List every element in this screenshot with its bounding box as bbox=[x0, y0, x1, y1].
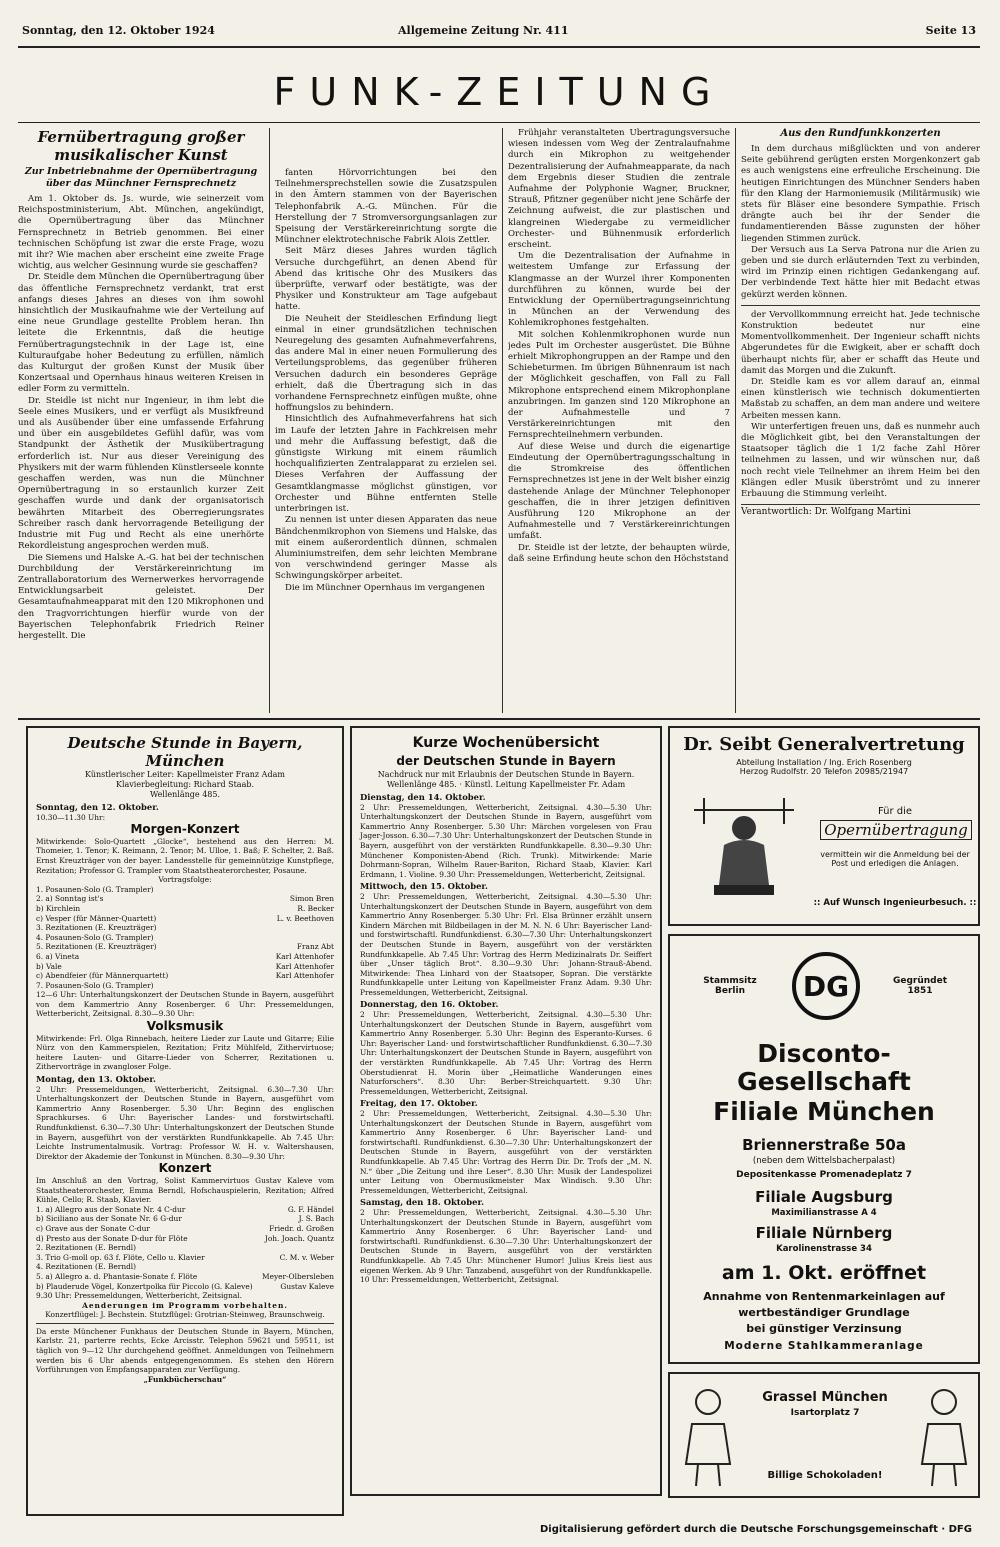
ad-disconto bbox=[668, 934, 980, 1364]
article-paragraph: Dr. Steidle kam es vor allem darauf an, einmal einen künstlerisch wie technisch dokumentierten Maßstab zu schaffen, an dem man andere und weitere Arbeiten messen kann. bbox=[741, 377, 980, 421]
program-item-title: d) Presto aus der Sonate D-dur für Flöte bbox=[36, 1233, 188, 1243]
article-paragraph: Auf diese Weise und durch die eigenartige Eindeutung der Opernübertragungsschaltung in die Stromkreise des öffentlichen Fernsprechnetzes ist jene in der Welt bisher einzig dastehende Anlage der Münchner Telephonoper geschaffen, die in ihrer jetzigen definitiven Ausführung 120 Mikrophone an der Aufnahmestelle und 7 Verstärkereinrichtungen umfaßt. bbox=[508, 441, 730, 542]
ad-seibt-fuer: Für die bbox=[877, 806, 913, 817]
newspaper-page bbox=[18, 22, 980, 1517]
program-item bbox=[36, 1262, 334, 1272]
program-item bbox=[36, 971, 334, 981]
weekly-title: Kurze Wochenübersicht bbox=[412, 735, 600, 751]
section-divider bbox=[741, 305, 980, 306]
program-item-title: 1. Posaunen-Solo (G. Trampler) bbox=[36, 884, 154, 894]
program-item-composer: G. F. Händel bbox=[287, 1204, 334, 1214]
dg-logo-text: DG bbox=[802, 970, 850, 1003]
program-text: „Funkbücherschau“ bbox=[143, 1374, 227, 1384]
program-item-title: 5. a) Allegro a. d. Phantasie-Sonate f. Flöte bbox=[36, 1271, 198, 1281]
program-item-composer: Friedr. d. Großen bbox=[269, 1223, 334, 1233]
column-divider bbox=[269, 128, 270, 713]
program-item-composer: J. S. Bach bbox=[298, 1214, 334, 1224]
weekly-days bbox=[352, 793, 660, 1285]
program-item bbox=[36, 942, 334, 952]
weekly-day-text: 2 Uhr: Pressemeldungen, Wetterbericht, Zeitsignal. 4.30—5.30 Uhr: Unterhaltungskonzert der Deutschen Stunde in Bayern, ausgeführt vom Kammertrio Anny Rosenberger. 5.30 Uhr: Märchen vorgelesen von Frau Jager-Josson. 6.30—7.30 Uhr: Unterhaltungskonzert der Deutschen Stunde in Bayern, ausgeführt von der verstärkten Rundfunkkapelle. 8.30—9.30 Uhr: Münchener Komponisten-Abend (Rich. Trunk). Mitwirkende: Marie Dohrmann-Sopran, Wilhelm Rauer-Bariton, Richard Staab, Klavier. Karl Erdmann, 1. Violine. 9.30 Uhr: Pressemeldungen, Wetterbericht, Zeitsignal. bbox=[360, 802, 652, 879]
ad-grassel-slogan: Billige Schokoladen! bbox=[767, 1470, 883, 1481]
page-header bbox=[18, 22, 980, 40]
ad-disconto-augsburg: Filiale Augsburg bbox=[755, 1188, 893, 1206]
program-item-composer: Karl Attenhofer bbox=[275, 971, 334, 981]
program-item bbox=[36, 1234, 334, 1244]
program-day: Montag, den 13. Oktober. bbox=[36, 1074, 156, 1085]
program-leader: Künstlerischer Leiter: Kapellmeister Franz Adam bbox=[85, 770, 285, 779]
article-paragraph: Dr. Steidle ist der letzte, der behaupten würde, daß seine Erfindung heute schon den Höchststand bbox=[508, 542, 730, 564]
weekly-day-text: 2 Uhr: Pressemeldungen, Wetterbericht, Zeitsignal. 4.30—5.30 Uhr: Unterhaltungskonzert der Deutschen Stunde in Bayern, ausgeführt vom Kammertrio Anny Rosenberger. 6 Uhr: Bayerischer Land- und forstwirtschaftl. Rundfunkdienst. 6.30—7.30 Uhr: Unterhaltungskonzert der Deutschen Stunde in Bayern, ausgeführt von der verstärkten Rundfunkkapelle. Ab 7.45 Uhr: Münchener Humor! Julius Kreis liest aus eigenen Werken. Ab 9 Uhr: Tanzabend, ausgeführt von der Rundfunkkapelle. 10 Uhr: Pressemeldungen, Wetterbericht, Zeitsignal. bbox=[360, 1207, 652, 1285]
program-item-title: b) Plauderude Vögel, Konzertpolka für Piccolo (G. Kaleve) bbox=[36, 1281, 253, 1291]
program-text: Im Anschluß an den Vortrag, Solist Kammervirtuos Gustav Kaleve vom Staatstheaterorchester, Emma Berndl, Hofschauspielerin, Rezitation; Alfred Kühle, Cello; R. Staab, Klavier. bbox=[36, 1175, 334, 1205]
ad-disconto-founded: Gegründet 1851 bbox=[892, 976, 948, 996]
program-item-title: 2. a) Sonntag ist's bbox=[36, 894, 104, 904]
program-text: Mitwirkende: Solo-Quartett „Glocke“, bestehend aus den Herren: M. Thomeier, 1. Tenor; K. Reimann, 2. Tenor; M. Ulloe, 1. Baß; F. Schelter, 2. Baß. Ernst Kreuzträger von der bayer. Landesstelle für gemeinnützige Kunstpflege, Rezitation; Professor G. Trampler vom Staatstheaterorchester, Posaune. bbox=[36, 836, 334, 875]
ad-seibt-text: vermittein wir die Anmeldung bei der Post und erledigen die Anlagen. bbox=[820, 850, 970, 868]
program-item-composer: Simon Bren bbox=[289, 894, 334, 904]
program-item-title: 5. Rezitationen (E. Kreuzträger) bbox=[36, 942, 157, 952]
ad-seibt-line1: Abteilung Installation / Ing. Erich Rosenberg bbox=[736, 758, 912, 767]
weekly-day-text: 2 Uhr: Pressemeldungen, Wetterbericht, Zeitsignal. 4.30—5.30 Uhr: Unterhaltungskonzert der Deutschen Stunde in Bayern, ausgeführt von dem Kammertrio Anny Rosenberger. 5.30 Uhr: Frl. Elsa Brünner erzählt unsern Kindern Märchen mit Bildbeilagen in der M. N. N. 6 Uhr: Bayerischer Land- und forstwirtschaftl. Rundfunkdienst. 6.30—7.30 Uhr: Unterhaltungskonzert der Deutschen Stunde in Bayern, ausgeführt von der verstärkten Rundfunkkapelle. Ab 7.45 Uhr: Vortrag des Herrn Medizinalrats Dr. Seiffert über „Unser täglich Brot“. 8.30—9.30 Uhr: Johann-Strauß-Abend. Mitwirkende: Thea Linhard von der Staatsoper, Sopran. Die verstärkte Rundfunkkapelle unter Leitung von Kapellmeister Franz Adam. 9.30 Uhr: Pressemeldungen, Wetterbericht, Zeitsignal. bbox=[360, 891, 652, 997]
ad-seibt bbox=[668, 726, 980, 926]
program-item-composer: L. v. Beethoven bbox=[276, 913, 334, 923]
article-col-4 bbox=[741, 128, 980, 708]
ad-disconto-text3: bei günstiger Verzinsung bbox=[746, 1322, 902, 1335]
article-paragraph: Seit März dieses Jahres wurden täglich Versuche durchgeführt, an denen Abend für Abend das kritische Ohr des Musikers das überprüfte, verwarf oder bestätigte, was der Physiker und Konstrukteur am Tage aufgebaut hatte. bbox=[275, 246, 497, 313]
program-item-title: c) Grave aus der Sonate C-dur bbox=[36, 1223, 150, 1233]
article-paragraph: Am 1. Oktober ds. Js. wurde, wie seinerzeit vom Reichspostministerium, Abt. München, angekündigt, die Opernübertragung über das Münchner Fernsprechnetz in Betrieb genommen. Bei einer technischen Schöpfung ist zwar die erste Frage, wozu mit ihr? Wie machen aber erscheint eine zweite Frage wichtig, aus welcher Gesinnung wurde sie geschaffen? bbox=[18, 194, 264, 272]
weekly-day-text: 2 Uhr: Pressemeldungen, Wetterbericht, Zeitsignal. 4.30—5.30 Uhr: Unterhaltungskonzert der Deutschen Stunde in Bayern, ausgeführt vom Kammertrio Anny Rosenberger. 6 Uhr: Bayerischer Land- und forstwirtschaftl. Rundfunkdienst. 6.30—7.30 Uhr: Unterhaltungskonzert der Deutschen Stunde in Bayern, ausgeführt von der verstärkten Rundfunkkapelle. Ab 7.45 Uhr: Vortrag des Herrn Dir. Dr. Trofs der „M. N. N.“ über „Die Zeitung und ihre Leser“. 8.30 Uhr: Musik der Landespolizei unter Leitung von Obermusikmeister Max Windisch. 9.30 Uhr: Pressemeldungen, Wetterbericht, Zeitsignal. bbox=[360, 1109, 652, 1195]
ad-seibt-oper: Opernübertragung bbox=[820, 820, 972, 840]
article-paragraph: Die Siemens und Halske A.-G. hat bei der technischen Durchbildung der Verstärkereinrichtung im Zentrallaboratorium des Wernerwerkes hervorragende Entwicklungsarbeit geleistet. Der Gesamtaufnahmeapparat mit den 120 Mikrophonen und den Tragvorrichtungen hierfür wurde von der Bayerischen Telephonfabrik Friedrich Reiner hergestellt. Die bbox=[18, 552, 264, 641]
program-item bbox=[36, 894, 334, 904]
ad-disconto-address: Briennerstraße 50a bbox=[742, 1136, 906, 1154]
article-paragraph: Dr. Steidle ist nicht nur Ingenieur, in ihm lebt die Seele eines Musikers, und er verfügt als Musikfreund und als Ausübender über eine umfassende Erfahrung und über ein ausgebildetes Gefühl dafür, was vom Standpunkt der Ästhetik der Musikübertragung erforderlich ist. Nur aus dieser Vereinigung des Physikers mit der warm fühlenden Künstlerseele konnte geschaffen werden, was nun die Münchner Opernübertragung in so erstaunlich kurzer Zeit geschaffen wurde und dank der organisatorisch bewährten Mitarbeit des Oberregierungsrates Schreiber rasch dank hervorragende Beteiligung der Industrie mit Fug und Recht als eine unerhörte Rekordleistung angesprochen werden muß. bbox=[18, 395, 264, 552]
box-divider bbox=[36, 1323, 334, 1324]
program-item bbox=[36, 1253, 334, 1263]
program-item-composer: Gustav Kaleve bbox=[280, 1281, 334, 1291]
program-list bbox=[36, 885, 334, 991]
program-item-title: b) Kirchlein bbox=[36, 903, 81, 913]
header-newspaper: Allgemeine Zeitung Nr. 411 bbox=[398, 24, 569, 37]
program-item bbox=[36, 1214, 334, 1224]
program-item bbox=[36, 962, 334, 972]
program-wavelength: Wellenlänge 485. bbox=[150, 790, 220, 799]
article-paragraph: der Vervollkommnung erreicht hat. Jede technische Konstruktion bedeutet nur eine Momentvollkommenheit. Der Ingenieur schafft nichts Abgerundetes für die Ewigkeit, aber er schafft doch überhaupt nichts für, aber er schafft das Heute und damit das Morgen und die Zukunft. bbox=[741, 309, 980, 376]
program-item-title: c) Vesper (für Männer-Quartett) bbox=[36, 913, 157, 923]
header-page-number: Seite 13 bbox=[925, 24, 976, 37]
program-text: Konzertflügel: J. Bechstein. Stutzflügel: Grotrian-Steinweg, Braunschweig. bbox=[45, 1310, 325, 1320]
ad-disconto-text1: Annahme von Rentenmarkeinlagen auf bbox=[703, 1290, 945, 1303]
masthead-title: FUNK-ZEITUNG bbox=[273, 70, 725, 114]
ad-grassel-address: Isartorplatz 7 bbox=[790, 1408, 860, 1418]
program-item-title: c) Abendfeier (für Männerquartett) bbox=[36, 971, 169, 981]
weekly-day-text: 2 Uhr: Pressemeldungen, Wetterbericht, Zeitsignal. 4.30—5.30 Uhr: Unterhaltungskonzert der Deutschen Stunde in Bayern, ausgeführt vom Kammertrio Anny Rosenberger. 5.30 Uhr: Beginn des Esperanto-Kurses. 6 Uhr: Bayerischer Land- und forstwirtschaftlicher Rundfunkdienst. 6.30—7.30 Uhr: Unterhaltungskonzert der Deutschen Stunde in Bayern, ausgeführt von der verstärkten Rundfunkkapelle. Ab 7.45 Uhr: Vortrag des Herrn Oberstudienrat H. Morin über „Heimatliche Wanderungen eines Naturforschers“. 8.30 Uhr: Berber-Streichquartett. 9.30 Uhr: Pressemeldungen, Wetterbericht, Zeitsignal. bbox=[360, 1010, 652, 1096]
ad-disconto-name2: Gesellschaft bbox=[737, 1067, 911, 1096]
program-time: 10.30—11.30 Uhr: bbox=[36, 812, 106, 822]
program-section: Volksmusik bbox=[146, 1019, 224, 1034]
article-paragraph: Die im Münchner Opernhaus im vergangenen bbox=[285, 582, 485, 593]
ad-seibt-line2: Herzog Rudolfstr. 20 Telefon 20985/21947 bbox=[739, 767, 909, 776]
article-paragraph: In dem durchaus mißglückten und von anderer Seite gebührend gerügten ersten Morgenkonzert gab es auch wenigstens eine erfreuliche Erscheinung. Die heutigen Einrichtungen des Münchner Senders haben für den Klang der Harmoniemusik (Militärmusik) wie stets für Bläser eine besondere Sympathie. Frisch drängte auch bei ihr der Sender die fundamentierenden Bässe zugunsten der höher liegenden Stimmen zurück. bbox=[741, 144, 980, 244]
program-text: Mitwirkende: Frl. Olga Rinnebach, heitere Lieder zur Laute und Gitarre; Eilie Nürz von den Kammerspielen, Rezitation; Fritz Mühlfeld, Zithervirtuose; heitere Lauten- und Gitarre-Lieder von Scherrer, Rezitationen u. Zithervorträge in zwangloser Folge. bbox=[36, 1033, 334, 1072]
article-paragraph: Um die Dezentralisation der Aufnahme in weitestem Umfange zur Erfassung der Klangmasse an der Wurzel ihrer Komponenten durchführen zu können, wurde bei der Entwicklung der Opernübertragungseinrichtung in München an der Verwendung des Kohlemikrophones festgehalten. bbox=[508, 251, 730, 329]
program-item bbox=[36, 914, 334, 924]
program-item bbox=[36, 933, 334, 943]
program-item-composer: R. Becker bbox=[297, 903, 334, 913]
program-item bbox=[36, 981, 334, 991]
signature: Verantwortlich: Dr. Wolfgang Martini bbox=[741, 504, 980, 518]
program-item-title: 4. Posaunen-Solo (G. Trampler) bbox=[36, 932, 154, 942]
article-paragraph: Zu nennen ist unter diesen Apparaten das neue Bändchenmikrophon von Siemens und Halske, das mit einem außerordentlich dünnen, schmalen Aluminiumstreifen, dem sehr leichten Membrane von verschwindend geringer Masse als Schwingungskörper arbeitet. bbox=[275, 515, 497, 582]
article-paragraph: Frühjahr veranstalteten Übertragungsversuche wiesen indessen vom Weg der Zentralaufnahme durch ein Mikrophon zu weitgehender Dezentralisierung der Aufnahmeapparate, da nach dem Ergebnis dieser Studien die zentrale Aufnahme der Polyphonie Wagner, Bruckner, Strauß, Pfitzner gegenüber nicht jene Schärfe der Zeichnung aufweist, die zur plastischen und klangreinen Wiedergabe zu vermeidlicher Orchester- und Bühnenmusik erforderlich erscheint. bbox=[508, 128, 730, 251]
article-title: Fernübertragung großer musikalischer Kunst bbox=[37, 128, 245, 164]
ad-disconto-opening: am 1. Okt. eröffnet bbox=[721, 1262, 927, 1284]
program-item-title: 6. a) Vineta bbox=[36, 951, 80, 961]
article-paragraph: Der Versuch aus La Serva Patrona nur die Arien zu geben und sie durch erläuternden Text zu verbinden, wird im Prinzip einen richtigen Gedankengang auf. Der verbindende Text hätte hier mit Bedacht etwas gekürzt werden können. bbox=[741, 244, 980, 300]
program-item-composer: Karl Attenhofer bbox=[275, 961, 334, 971]
weekly-day-heading: Dienstag, den 14. Oktober. bbox=[360, 792, 486, 802]
program-item bbox=[36, 1272, 334, 1282]
girl-illustration-right bbox=[914, 1384, 974, 1490]
weekly-day-heading: Mittwoch, den 15. Oktober. bbox=[360, 881, 488, 892]
program-item-composer: Karl Attenhofer bbox=[275, 951, 334, 961]
program-item-title: 3. Trio G-moll op. 63 f. Flöte, Cello u. Klavier bbox=[36, 1252, 205, 1262]
article-paragraph: Die Neuheit der Steidleschen Erfindung liegt einmal in einer grundsätzlichen technischen Neuregelung des gesamten Aufnahmeverfahrens, das andere Mal in einer neuen Formulierung des Verteilungsproblems, das gegenüber früheren Versuchen dadurch ein besonderes Gepräge erhielt, daß die Übertragung sich in das vorhandene Fernsprechnetz einfügen mußte, ohne hoffnungslos zu behindern. bbox=[275, 313, 497, 414]
ad-grassel-name: Grassel München bbox=[762, 1390, 888, 1405]
ad-disconto-nuernberg: Filiale Nürnberg bbox=[755, 1224, 893, 1242]
weekly-note: Nachdruck nur mit Erlaubnis der Deutschen Stunde in Bayern. Wellenlänge 485. · Künstl. Leitung Kapellmeister Fr. Adam bbox=[377, 770, 635, 789]
article-col-2 bbox=[275, 168, 497, 713]
ad-disconto-address2: (neben dem Wittelsbacherpalast) bbox=[752, 1156, 896, 1166]
program-text: Da erste Münchener Funkhaus der Deutschen Stunde in Bayern, München, Karlstr. 21, parterre rechts, Ecke Arcisstr. Telephon 59621 und 59511, ist täglich von 9—12 Uhr durchgehend geöffnet. Anmeldungen von Teilnehmern werden bis 6 Uhr abends entgegengenommen. Es stehen den Hörern Vorführungen von Empfangsapparaten zur Verfügung. bbox=[36, 1326, 334, 1375]
article-paragraph: Wir unterfertigen freuen uns, daß es nunmehr auch die Möglichkeit gibt, bei den Veranstaltungen der Staatsoper täglich die 1 1/2 fache Zahl Hörer teilnehmen zu lassen, und wir wünschen nur, daß noch recht viele Teilnehmer an ihrem Heim bei den Klängen edler Musik überströmt und zu innerer Erbauung die Stimmung verleiht. bbox=[741, 421, 980, 500]
ad-disconto-name1: Disconto- bbox=[757, 1039, 891, 1068]
article-paragraph: Hinsichtlich des Aufnahmeverfahrens hat sich im Laufe der letzten Jahre in Fachkreisen mehr und mehr die Auffassung befestigt, daß die günstigste Wirkung mit einem räumlich hochqualifizierten Zentralapparat zu erzielen sei. Dieses Verfahren der Auffassung der Gesamtklangmasse möglichst günstigen, vor Orchester und Bühne entfernten Stelle unterbringen ist. bbox=[275, 414, 497, 515]
program-item bbox=[36, 1224, 334, 1234]
column-divider bbox=[502, 128, 503, 713]
radio-operator-illustration bbox=[684, 790, 804, 900]
digitization-footer: Digitalisierung gefördert durch die Deutsche Forschungsgemeinschaft · DFG bbox=[540, 1524, 972, 1535]
program-item bbox=[36, 1243, 334, 1253]
program-item bbox=[36, 904, 334, 914]
program-item-title: 2. Rezitationen (E. Berndl) bbox=[36, 1243, 137, 1253]
review-title: Aus den Rundfunkkonzerten bbox=[780, 128, 941, 139]
header-rule bbox=[18, 46, 980, 48]
program-item-title: b) Vale bbox=[36, 961, 62, 971]
program-section: Morgen-Konzert bbox=[130, 822, 240, 837]
program-item-title: b) Siciliano aus der Sonate Nr. 6 G-dur bbox=[36, 1214, 182, 1224]
program-list bbox=[36, 1205, 334, 1291]
dg-logo bbox=[790, 950, 862, 1022]
article-paragraph: Dr. Steidle dem München die Opernübertragung über das öffentliche Fernsprechnetz verdankt, trat erst anfangs dieses Jahres an dieses von ihm sowohl hinsichtlich der Musikaufnahme wie der Verteilung auf eine neue Grundlage gestellte Problem heran. Ihn leitete die Erkenntnis, daß die heutige Fernübertragungstechnik in der Lage ist, eine Kulturaufgabe hoher Bedeutung zu erfüllen, nämlich das Kulturgut der großen Kunst der Musik über Konzertsaal und Opernhaus hinaus weiteren Kreisen in edler Form zu vermitteln. bbox=[18, 272, 264, 395]
program-item-title: 3. Rezitationen (E. Kreuzträger) bbox=[36, 923, 157, 933]
ad-disconto-text4: Moderne Stahlkammeranlage bbox=[724, 1340, 924, 1352]
section-rule bbox=[18, 718, 980, 720]
weekly-day-heading: Donnerstag, den 16. Oktober. bbox=[360, 999, 499, 1010]
program-item bbox=[36, 952, 334, 962]
program-text: 12—6 Uhr: Unterhaltungskonzert der Deutschen Stunde in Bayern, ausgeführt von dem Kammertrio Anny Rosenberger. 6 Uhr: Pressemeldungen, Wetterbericht, Zeitsignal. 8.30—9.30 Uhr: bbox=[36, 990, 334, 1019]
program-text: 9.30 Uhr: Pressemeldungen, Wetterbericht, Zeitsignal. bbox=[36, 1291, 242, 1301]
weekly-subtitle: der Deutschen Stunde in Bayern bbox=[396, 754, 616, 768]
program-item-title: 7. Posaunen-Solo (G. Trampler) bbox=[36, 980, 154, 990]
program-item bbox=[36, 1205, 334, 1215]
program-item-composer: C. M. v. Weber bbox=[279, 1252, 334, 1262]
article-col-3 bbox=[508, 128, 730, 713]
header-date: Sonntag, den 12. Oktober 1924 bbox=[22, 24, 215, 37]
program-subheading: Vortragsfolge: bbox=[158, 875, 212, 885]
program-text: 2 Uhr: Pressemeldungen, Wetterbericht, Zeitsignal. 6.30—7.30 Uhr: Unterhaltungskonzert der Deutschen Stunde in Bayern, ausgeführt vom Kammertrio Anny Rosenberger. 5.30 Uhr: Beginn des englischen Sprachkurses. 6 Uhr: Bayerischer Landes- und forstwirtschaftl. Rundfunkdienst. 6.30—7.30 Uhr: Unterhaltungskonzert der Deutschen Stunde in Bayern, ausgeführt von der verstärkten Rundfunkkapelle. Ab 7.45 Uhr: Leichte Instrumentalmusik. Vortrag: Professor W. H. v. Waltershausen, Direktor der Akademie der Tonkunst in München. 8.30—9.30 Uhr: bbox=[36, 1084, 334, 1161]
program-box-left bbox=[26, 726, 344, 1516]
article-subtitle: Zur Inbetriebnahme der Opernübertragung über das Münchner Fernsprechnetz bbox=[24, 166, 258, 189]
program-box-middle bbox=[350, 726, 662, 1496]
ad-disconto-augsburg-addr: Maximilianstrasse A 4 bbox=[771, 1208, 877, 1218]
program-section: Konzert bbox=[158, 1161, 212, 1176]
weekly-day-heading: Samstag, den 18. Oktober. bbox=[360, 1197, 485, 1208]
article-paragraph: fanten Hörvorrichtungen bei den Teilnehmersprechstellen sowie die Zusatzspulen in den Ämtern stammen von der Bayerischen Telephonfabrik A.-G. München. Für die Herstellung der 7 Stromversorgungsanlagen zur Speisung der Verstärkereinrichtung sorgte die Münchner elektrotechnische Fabrik Alois Zettler. bbox=[275, 168, 497, 246]
program-item-composer: Joh. Joach. Quantz bbox=[264, 1233, 334, 1243]
program-item bbox=[36, 923, 334, 933]
program-item bbox=[36, 1282, 334, 1292]
ad-disconto-nuernberg-addr: Karolinenstrasse 34 bbox=[776, 1244, 872, 1254]
program-title: Deutsche Stunde in Bayern, München bbox=[67, 734, 303, 770]
program-item bbox=[36, 885, 334, 895]
program-item-composer: Meyer-Olbersleben bbox=[262, 1271, 334, 1281]
program-accompanist: Klavierbegleitung: Richard Staab. bbox=[115, 780, 255, 789]
column-divider bbox=[735, 128, 736, 713]
program-item-title: 4. Rezitationen (E. Berndl) bbox=[36, 1262, 137, 1272]
weekly-day-heading: Freitag, den 17. Oktober. bbox=[360, 1098, 478, 1109]
ad-seibt-visit: :: Auf Wunsch Ingenieurbesuch. :: bbox=[813, 898, 977, 908]
ad-grassel bbox=[668, 1372, 980, 1498]
ad-disconto-name3: Filiale München bbox=[713, 1097, 935, 1126]
article-col-1 bbox=[18, 128, 264, 713]
ad-disconto-kasse: Depositenkasse Promenadeplatz 7 bbox=[736, 1170, 912, 1180]
ad-disconto-stammsitz: Stammsitz Berlin bbox=[703, 976, 757, 996]
ad-seibt-title: Dr. Seibt Generalvertretung bbox=[683, 734, 965, 755]
girl-illustration-left bbox=[678, 1384, 738, 1490]
program-day: Sonntag, den 12. Oktober. bbox=[36, 802, 159, 812]
program-notice: Aenderungen im Programm vorbehalten. bbox=[82, 1300, 288, 1310]
program-item-composer: Franz Abt bbox=[296, 942, 334, 952]
article-paragraph: Mit solchen Kohlenmikrophonen wurde nun jedes Pult im Orchester ausgerüstet. Die Bühne erhielt Mikrophongruppen an der Rampe und den Schiebeturmen. Im übrigen Bühnenraum ist nach der Möglichkeit geschaffen, von Fall zu Fall Mikrophone entsprechend einem Mikrophonplane anzubringen. Im ganzen sind 120 Mikrophone an der Aufnahmestelle und 7 Verstärkereinrichtungen mit den Fernsprechteilnehmern verbunden. bbox=[508, 329, 730, 441]
ad-disconto-text2: wertbeständiger Grundlage bbox=[738, 1306, 910, 1319]
program-item-title: 1. a) Allegro aus der Sonate Nr. 4 C-dur bbox=[36, 1204, 186, 1214]
masthead-rule bbox=[18, 122, 980, 123]
